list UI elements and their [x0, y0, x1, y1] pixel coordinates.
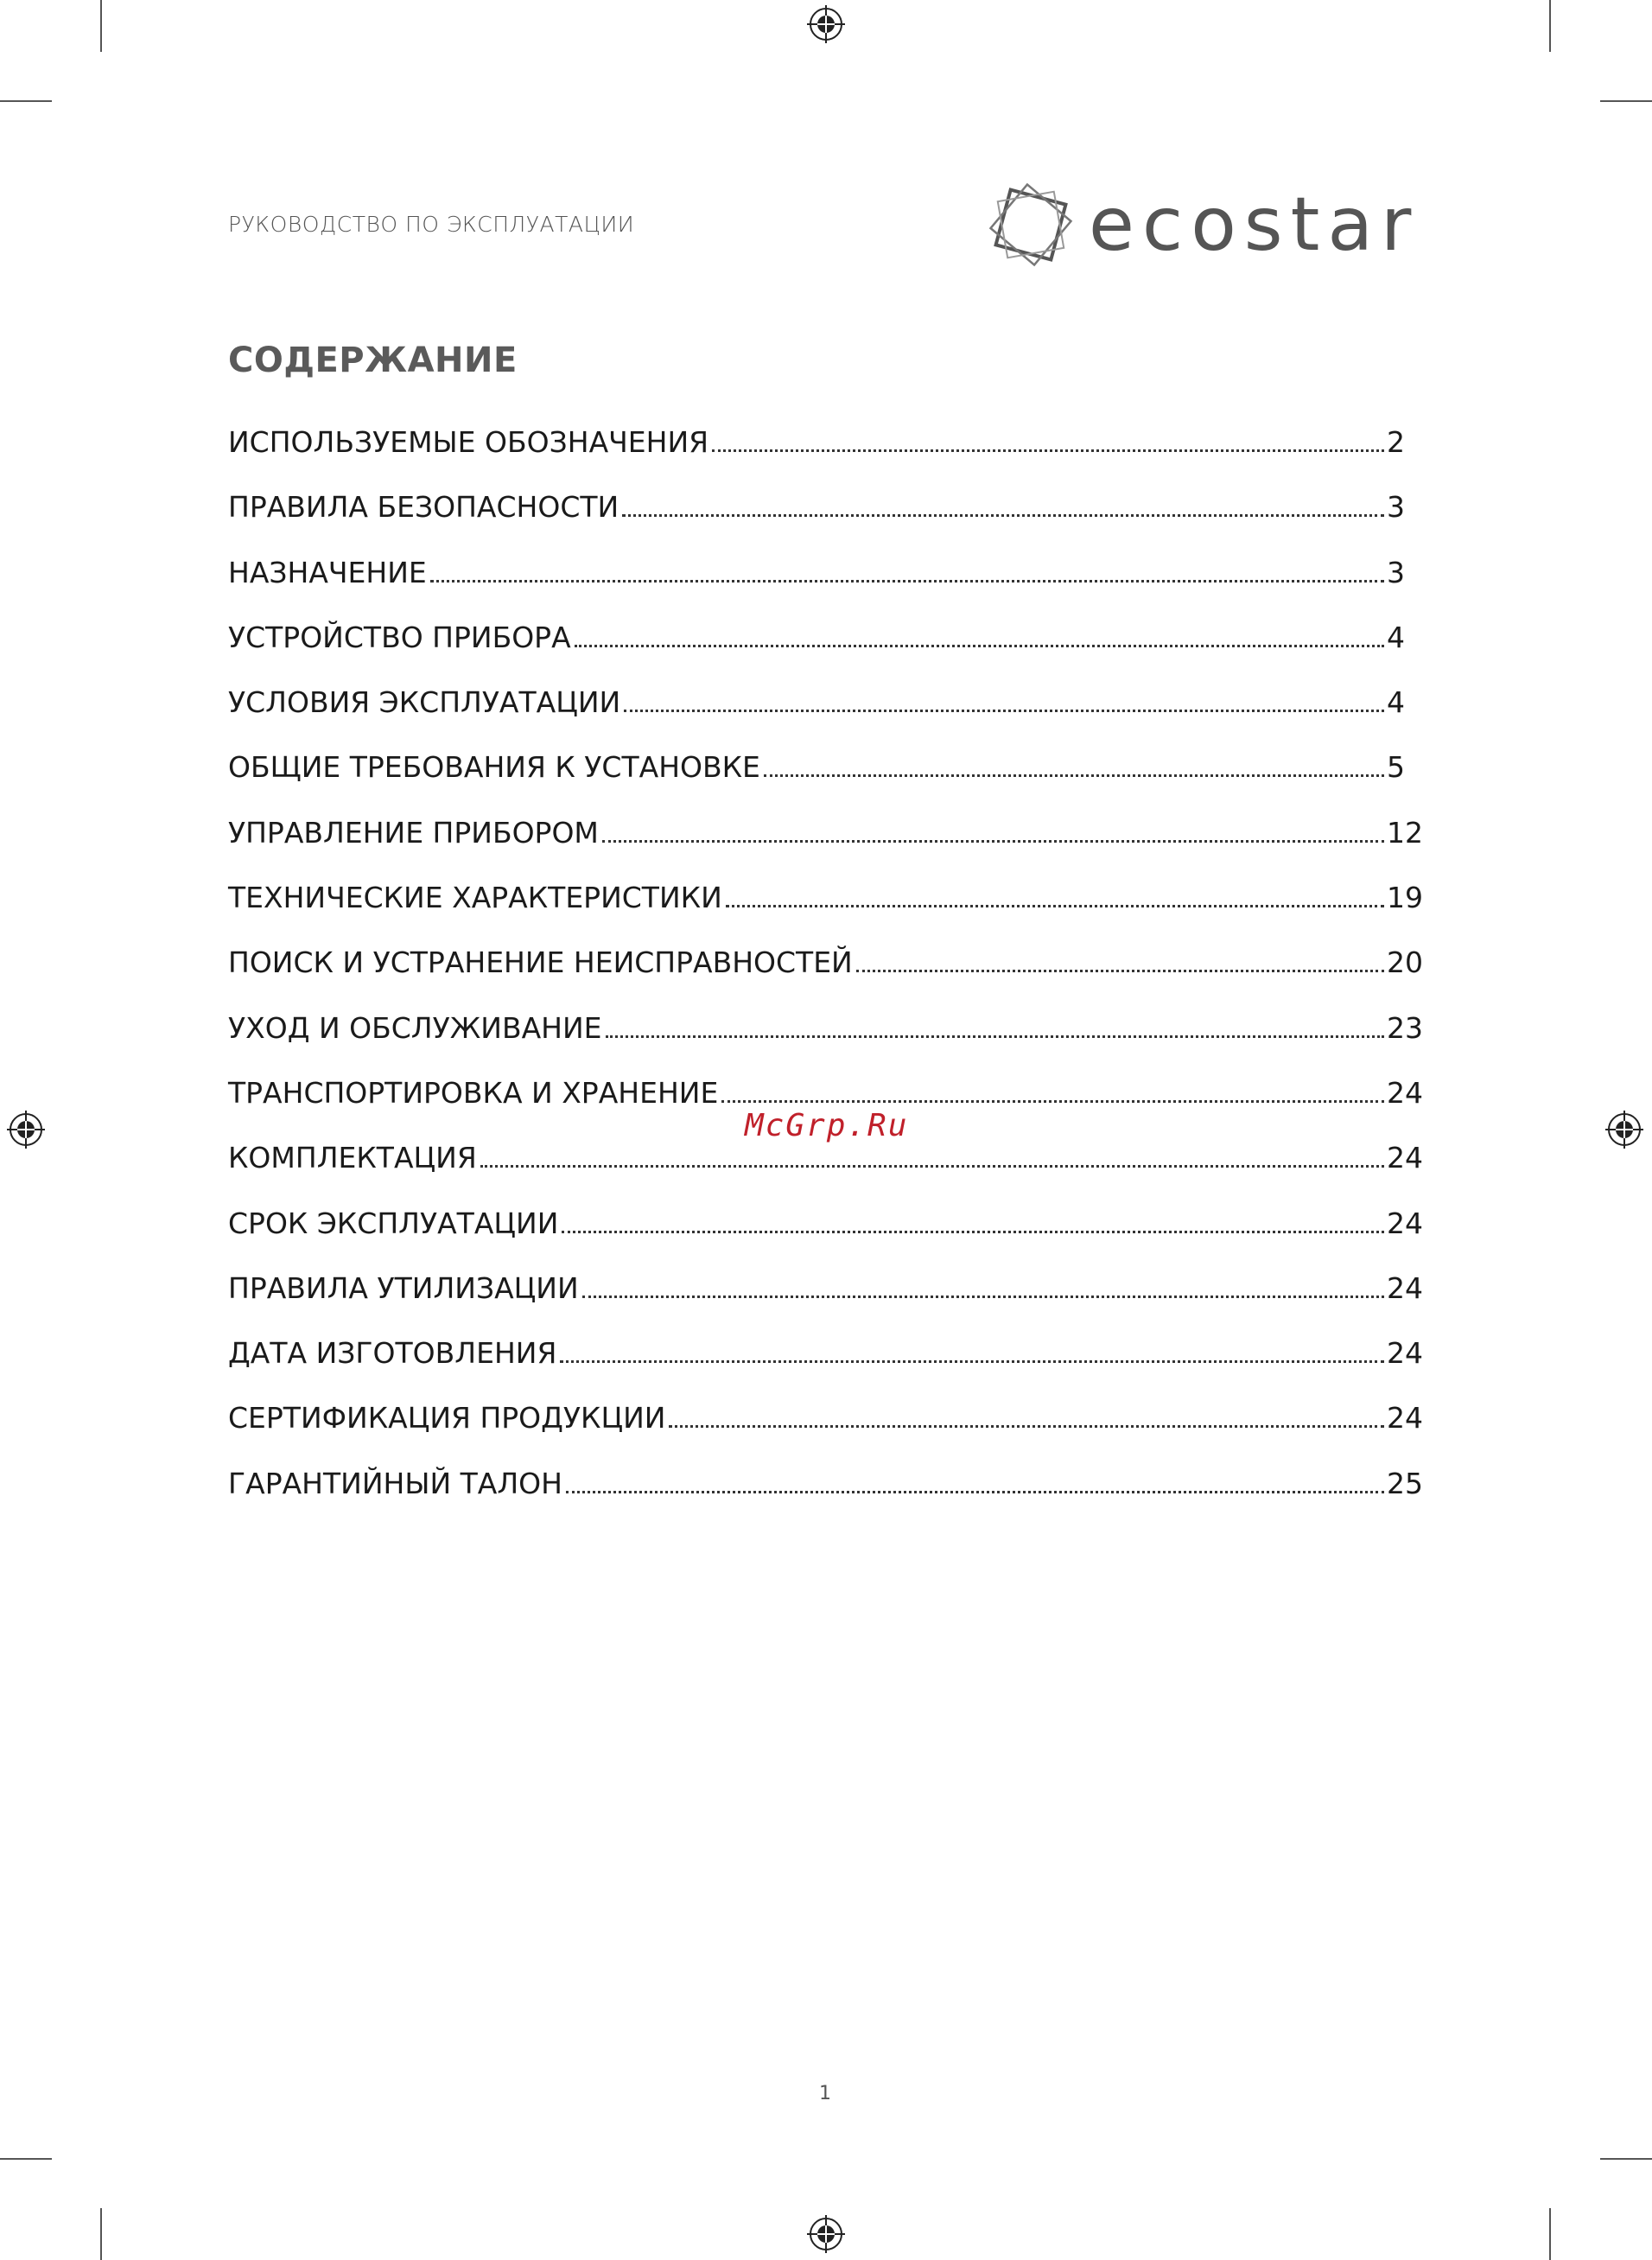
toc-entry-page: 3: [1387, 555, 1405, 589]
toc-entry-page: 24: [1387, 1336, 1423, 1371]
toc-entry[interactable]: [228, 816, 1425, 881]
toc-entry[interactable]: [228, 1011, 1425, 1076]
toc-entry-label: КОМПЛЕКТАЦИЯ: [228, 1141, 477, 1175]
toc-entry-label: УСЛОВИЯ ЭКСПЛУАТАЦИИ: [228, 685, 621, 720]
toc-entry[interactable]: [228, 1206, 1425, 1271]
toc-list: [228, 425, 1425, 1531]
toc-entry-page: 24: [1387, 1075, 1423, 1110]
registration-mark-bottom-icon: [807, 2215, 845, 2253]
crop-mark-top-left-horizontal: [0, 100, 52, 102]
toc-entry-leader: [602, 840, 1384, 843]
toc-entry[interactable]: [228, 490, 1425, 555]
toc-entry-label: УХОД И ОБСЛУЖИВАНИЕ: [228, 1010, 602, 1045]
crop-mark-top-right-horizontal: [1600, 100, 1652, 102]
toc-entry-label: ТРАНСПОРТИРОВКА И ХРАНЕНИЕ: [228, 1075, 719, 1110]
toc-entry-leader: [480, 1165, 1384, 1168]
brand-logo: [983, 177, 1433, 272]
toc-entry[interactable]: [228, 1271, 1425, 1336]
toc-entry-page: 20: [1387, 945, 1423, 980]
toc-entry-leader: [566, 1491, 1384, 1493]
toc-entry[interactable]: [228, 1401, 1425, 1466]
toc-entry-label: ПРАВИЛА БЕЗОПАСНОСТИ: [228, 490, 620, 525]
toc-entry-page: 24: [1387, 1270, 1423, 1305]
crop-mark-top-right-vertical: [1549, 0, 1551, 52]
toc-title: СОДЕРЖАНИЕ: [228, 341, 518, 380]
toc-entry[interactable]: [228, 621, 1425, 685]
document-kind-label: РУКОВОДСТВО ПО ЭКСПЛУАТАЦИИ: [228, 212, 635, 237]
toc-entry-page: 2: [1387, 425, 1405, 459]
toc-entry-leader: [726, 905, 1384, 907]
brand-name: ecostar: [1089, 181, 1420, 268]
toc-entry-page: 24: [1387, 1401, 1423, 1436]
toc-entry-leader: [430, 580, 1384, 583]
crop-mark-bottom-right-vertical: [1549, 2208, 1551, 2260]
registration-mark-left-icon: [7, 1111, 45, 1149]
toc-entry[interactable]: [228, 1336, 1425, 1401]
toc-entry-label: ТЕХНИЧЕСКИЕ ХАРАКТЕРИСТИКИ: [228, 881, 722, 915]
brand-star-icon: [983, 177, 1078, 272]
toc-entry-label: ПРАВИЛА УТИЛИЗАЦИИ: [228, 1270, 579, 1305]
watermark: McGrp.Ru: [745, 1108, 909, 1143]
toc-entry[interactable]: [228, 685, 1425, 750]
toc-entry-page: 3: [1387, 490, 1405, 525]
toc-entry-leader: [856, 970, 1384, 972]
toc-entry[interactable]: [228, 881, 1425, 945]
toc-entry-leader: [575, 645, 1384, 647]
page-number: 1: [819, 2083, 831, 2104]
toc-entry-page: 4: [1387, 620, 1405, 654]
toc-entry-leader: [606, 1035, 1384, 1038]
toc-entry-page: 25: [1387, 1466, 1423, 1500]
toc-entry-label: ДАТА ИЗГОТОВЛЕНИЯ: [228, 1336, 557, 1371]
crop-mark-top-left-vertical: [100, 0, 102, 52]
toc-entry-label: СЕРТИФИКАЦИЯ ПРОДУКЦИИ: [228, 1401, 666, 1436]
toc-entry[interactable]: [228, 556, 1425, 621]
toc-entry-leader: [669, 1425, 1384, 1428]
toc-entry-label: УПРАВЛЕНИЕ ПРИБОРОМ: [228, 815, 599, 850]
toc-entry-page: 12: [1387, 815, 1423, 850]
toc-entry-leader: [764, 774, 1384, 777]
crop-mark-bottom-left-vertical: [100, 2208, 102, 2260]
toc-entry-label: СРОК ЭКСПЛУАТАЦИИ: [228, 1206, 559, 1240]
toc-entry[interactable]: [228, 945, 1425, 1010]
toc-entry-label: ГАРАНТИЙНЫЙ ТАЛОН: [228, 1466, 562, 1500]
toc-entry-page: 5: [1387, 750, 1405, 785]
toc-entry-leader: [622, 514, 1384, 517]
toc-entry[interactable]: [228, 1141, 1425, 1206]
toc-entry-leader: [562, 1231, 1384, 1233]
toc-entry-page: 23: [1387, 1010, 1423, 1045]
toc-entry-leader: [582, 1296, 1384, 1298]
toc-entry[interactable]: [228, 750, 1425, 815]
registration-mark-top-icon: [807, 5, 845, 43]
toc-entry[interactable]: [228, 1467, 1425, 1531]
toc-entry-page: 4: [1387, 685, 1405, 720]
crop-mark-bottom-right-horizontal: [1600, 2158, 1652, 2160]
toc-entry-leader: [624, 710, 1384, 712]
toc-entry-label: НАЗНАЧЕНИЕ: [228, 555, 427, 589]
toc-entry-leader: [712, 449, 1384, 452]
toc-entry-label: ИСПОЛЬЗУЕМЫЕ ОБОЗНАЧЕНИЯ: [228, 425, 709, 459]
toc-entry-label: ОБЩИЕ ТРЕБОВАНИЯ К УСТАНОВКЕ: [228, 750, 760, 785]
toc-entry[interactable]: [228, 425, 1425, 490]
toc-entry-page: 24: [1387, 1141, 1423, 1175]
crop-mark-bottom-left-horizontal: [0, 2158, 52, 2160]
toc-entry-page: 24: [1387, 1206, 1423, 1240]
registration-mark-right-icon: [1605, 1111, 1643, 1149]
toc-entry-label: УСТРОЙСТВО ПРИБОРА: [228, 620, 571, 654]
toc-entry-leader: [560, 1360, 1384, 1363]
toc-entry-page: 19: [1387, 881, 1423, 915]
toc-entry-label: ПОИСК И УСТРАНЕНИЕ НЕИСПРАВНОСТЕЙ: [228, 945, 853, 980]
toc-entry-leader: [721, 1100, 1384, 1103]
